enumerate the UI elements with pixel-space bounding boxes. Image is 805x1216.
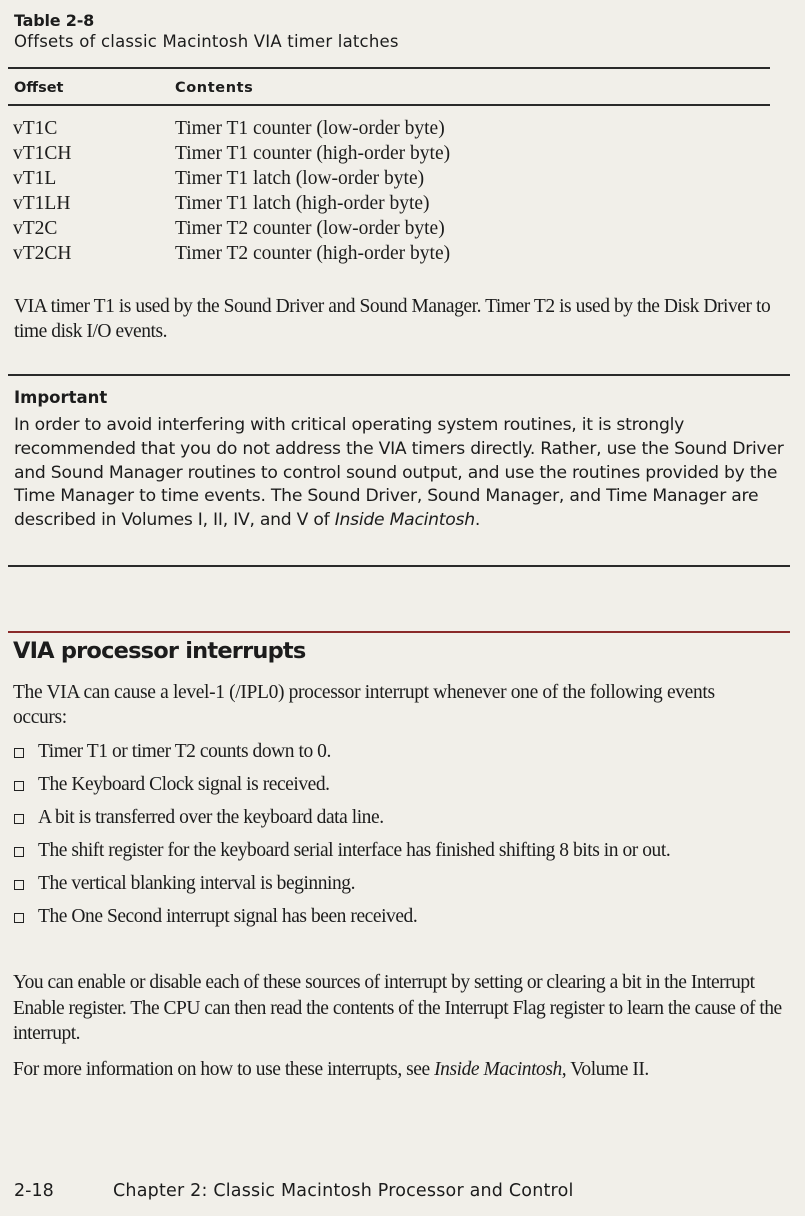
list-item — [0, 871, 805, 896]
more-info-text-end: , Volume II. — [561, 1059, 649, 1080]
checkbox-square-icon — [14, 781, 24, 791]
timer-usage-paragraph: VIA timer T1 is used by the Sound Driver and Sound Manager. Timer T2 is used by the Disk Driver to time disk I/O events. — [14, 296, 771, 342]
important-bottom-rule — [8, 565, 790, 567]
list-item — [0, 772, 805, 797]
checkbox-square-icon — [14, 748, 24, 758]
table-header-rule — [8, 104, 770, 106]
table-header-contents: Contents — [175, 80, 254, 96]
list-item — [0, 805, 805, 830]
list-item — [0, 838, 805, 863]
list-item-text: The vertical blanking interval is beginning. — [38, 873, 356, 894]
contents-cell: Timer T2 counter (high-order byte) — [175, 243, 451, 264]
contents-cell: Timer T1 latch (high-order byte) — [175, 193, 430, 214]
table-label: Table 2-8 — [14, 11, 95, 30]
contents-cell: Timer T2 counter (low-order byte) — [175, 218, 445, 239]
list-item-text: The One Second interrupt signal has been received. — [38, 906, 418, 927]
checkbox-square-icon — [14, 814, 24, 824]
section-intro-paragraph: The VIA can cause a level-1 (/IPL0) processor interrupt whenever one of the following events occurs: — [13, 682, 715, 728]
enable-interrupts-paragraph: You can enable or disable each of these sources of interrupt by setting or clearing a bit in the Interrupt Enable register. The CPU can then read the contents of the Interrupt Flag register to learn the cause of the interrupt. — [13, 972, 782, 1044]
table-header-offset: Offset — [14, 80, 64, 96]
interrupt-events-list — [0, 739, 805, 937]
contents-cell: Timer T1 latch (low-order byte) — [175, 168, 425, 189]
contents-cell: Timer T1 counter (low-order byte) — [175, 118, 445, 139]
page-number: 2-18 — [14, 1181, 54, 1201]
offset-cell: vT1LH — [13, 193, 71, 214]
more-info-text: For more information on how to use these interrupts, see — [13, 1059, 435, 1080]
list-item-text: The shift register for the keyboard serial interface has finished shifting 8 bits in or out. — [38, 840, 671, 861]
list-item — [0, 739, 805, 764]
footer-chapter-title: Chapter 2: Classic Macintosh Processor and Control — [113, 1181, 574, 1201]
list-item-text: The Keyboard Clock signal is received. — [38, 774, 330, 795]
checkbox-square-icon — [14, 847, 24, 857]
table-caption: Offsets of classic Macintosh VIA timer latches — [14, 32, 399, 51]
offset-cell: vT2C — [13, 218, 58, 239]
book-title-reference: Inside Macintosh — [434, 1059, 562, 1080]
more-info-paragraph — [13, 1057, 773, 1083]
offset-cell: vT2CH — [13, 243, 72, 264]
table-top-rule — [8, 67, 770, 69]
checkbox-square-icon — [14, 913, 24, 923]
offset-cell: vT1L — [13, 168, 57, 189]
section-rule — [8, 631, 790, 633]
contents-cell: Timer T1 counter (high-order byte) — [175, 143, 451, 164]
offset-cell: vT1CH — [13, 143, 72, 164]
important-heading: Important — [14, 388, 108, 407]
list-item-text: A bit is transferred over the keyboard data line. — [38, 807, 384, 828]
important-top-rule — [8, 374, 790, 376]
checkbox-square-icon — [14, 880, 24, 890]
section-heading: VIA processor interrupts — [13, 638, 306, 664]
list-item-text: Timer T1 or timer T2 counts down to 0. — [38, 741, 331, 762]
important-text: In order to avoid interfering with critical operating system routines, it is strongly recommended that you do not address the VIA timers directly. Rather, use the Sound Driver and Sound Manager routines to control sound output, and use the routines provided by the Time Manager to time events. The Sound Driver, Sound Manager, and Time Manager are described in Volumes I, II, IV, and V of — [14, 415, 784, 531]
list-item — [0, 904, 805, 929]
important-text-end: . — [474, 510, 481, 531]
offset-cell: vT1C — [13, 118, 58, 139]
book-title-reference: Inside Macintosh — [334, 510, 475, 531]
important-note-body — [14, 414, 804, 533]
